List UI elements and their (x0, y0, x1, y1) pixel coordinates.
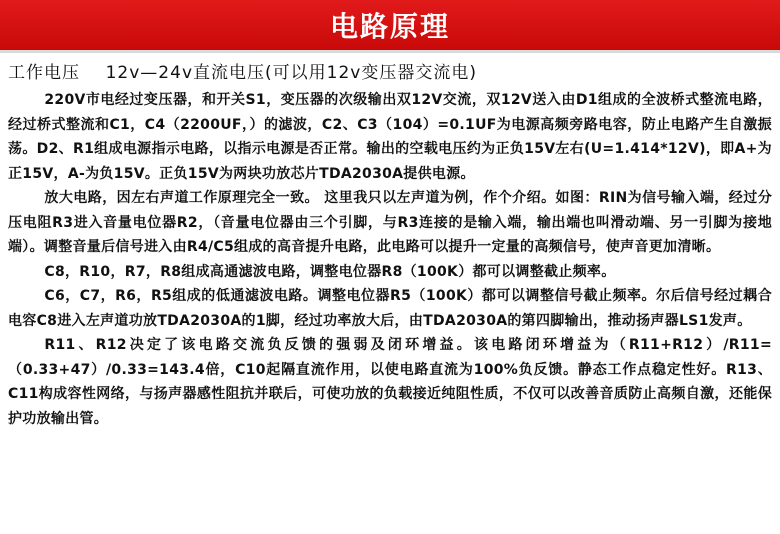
paragraph-amplifier: 放大电路，因左右声道工作原理完全一致。 这里我只以左声道为例，作个介绍。如图：RIN为信号输入端，经过分压电阻R3进入音量电位器R2，（音量电位器由三个引脚，与R3连接的是输入端，输出端也叫滑动端、另一引脚为接地端）。调整音量后信号进入由R4/C5组成的高音提升电路，此电路可以提升一定量的高频信号，使声音更加清晰。 (8, 190, 772, 255)
title-banner (0, 0, 780, 50)
page-title: 电路原理 (329, 10, 450, 43)
working-voltage-line: 工作电压 12v—24v直流电压(可以用12v变压器交流电) (8, 63, 477, 83)
paragraph-high-pass: C8，R10，R7，R8组成高通滤波电路，调整电位器R8（100K）都可以调整截止频率。 (44, 263, 616, 280)
paragraph-low-pass: C6，C7，R6，R5组成的低通滤波电路。调整电位器R5（100K）都可以调整信号截止频率。尔后信号经过耦合电容C8进入左声道功放TDA2030A的1脚，经过功率放大后，由TDA2030A的第四脚输出，推动扬声器LS1发声。 (8, 288, 772, 329)
article-body (8, 88, 772, 431)
divider (0, 50, 780, 53)
paragraph-feedback: R11、R12决定了该电路交流负反馈的强弱及闭环增益。该电路闭环增益为（R11+R12）/R11=（0.33+47）/0.33=143.4倍，C10起隔直流作用，以使电路直流为100%负反馈。静态工作点稳定性好。R13、C11构成容性网络，与扬声器感性阻抗并联后，可使功放的负载接近纯阻性质，不仅可以改善音质防止高频自激，还能保护功放输出管。 (8, 337, 772, 427)
paragraph-power-supply: 220V市电经过变压器，和开关S1，变压器的次级输出双12V交流，双12V送入由D1组成的全波桥式整流电路，经过桥式整流和C1，C4（2200UF，）的滤波，C2、C3（104）=0.1UF为电源高频旁路电容，防止电路产生自激振荡。D2、R1组成电源指示电路，以指示电源是否正常。输出的空载电压约为正负15V左右(U=1.414*12V)，即A+为正15V，A-为负15V。正负15V为两块功放芯片TDA2030A提供电源。 (8, 92, 772, 182)
